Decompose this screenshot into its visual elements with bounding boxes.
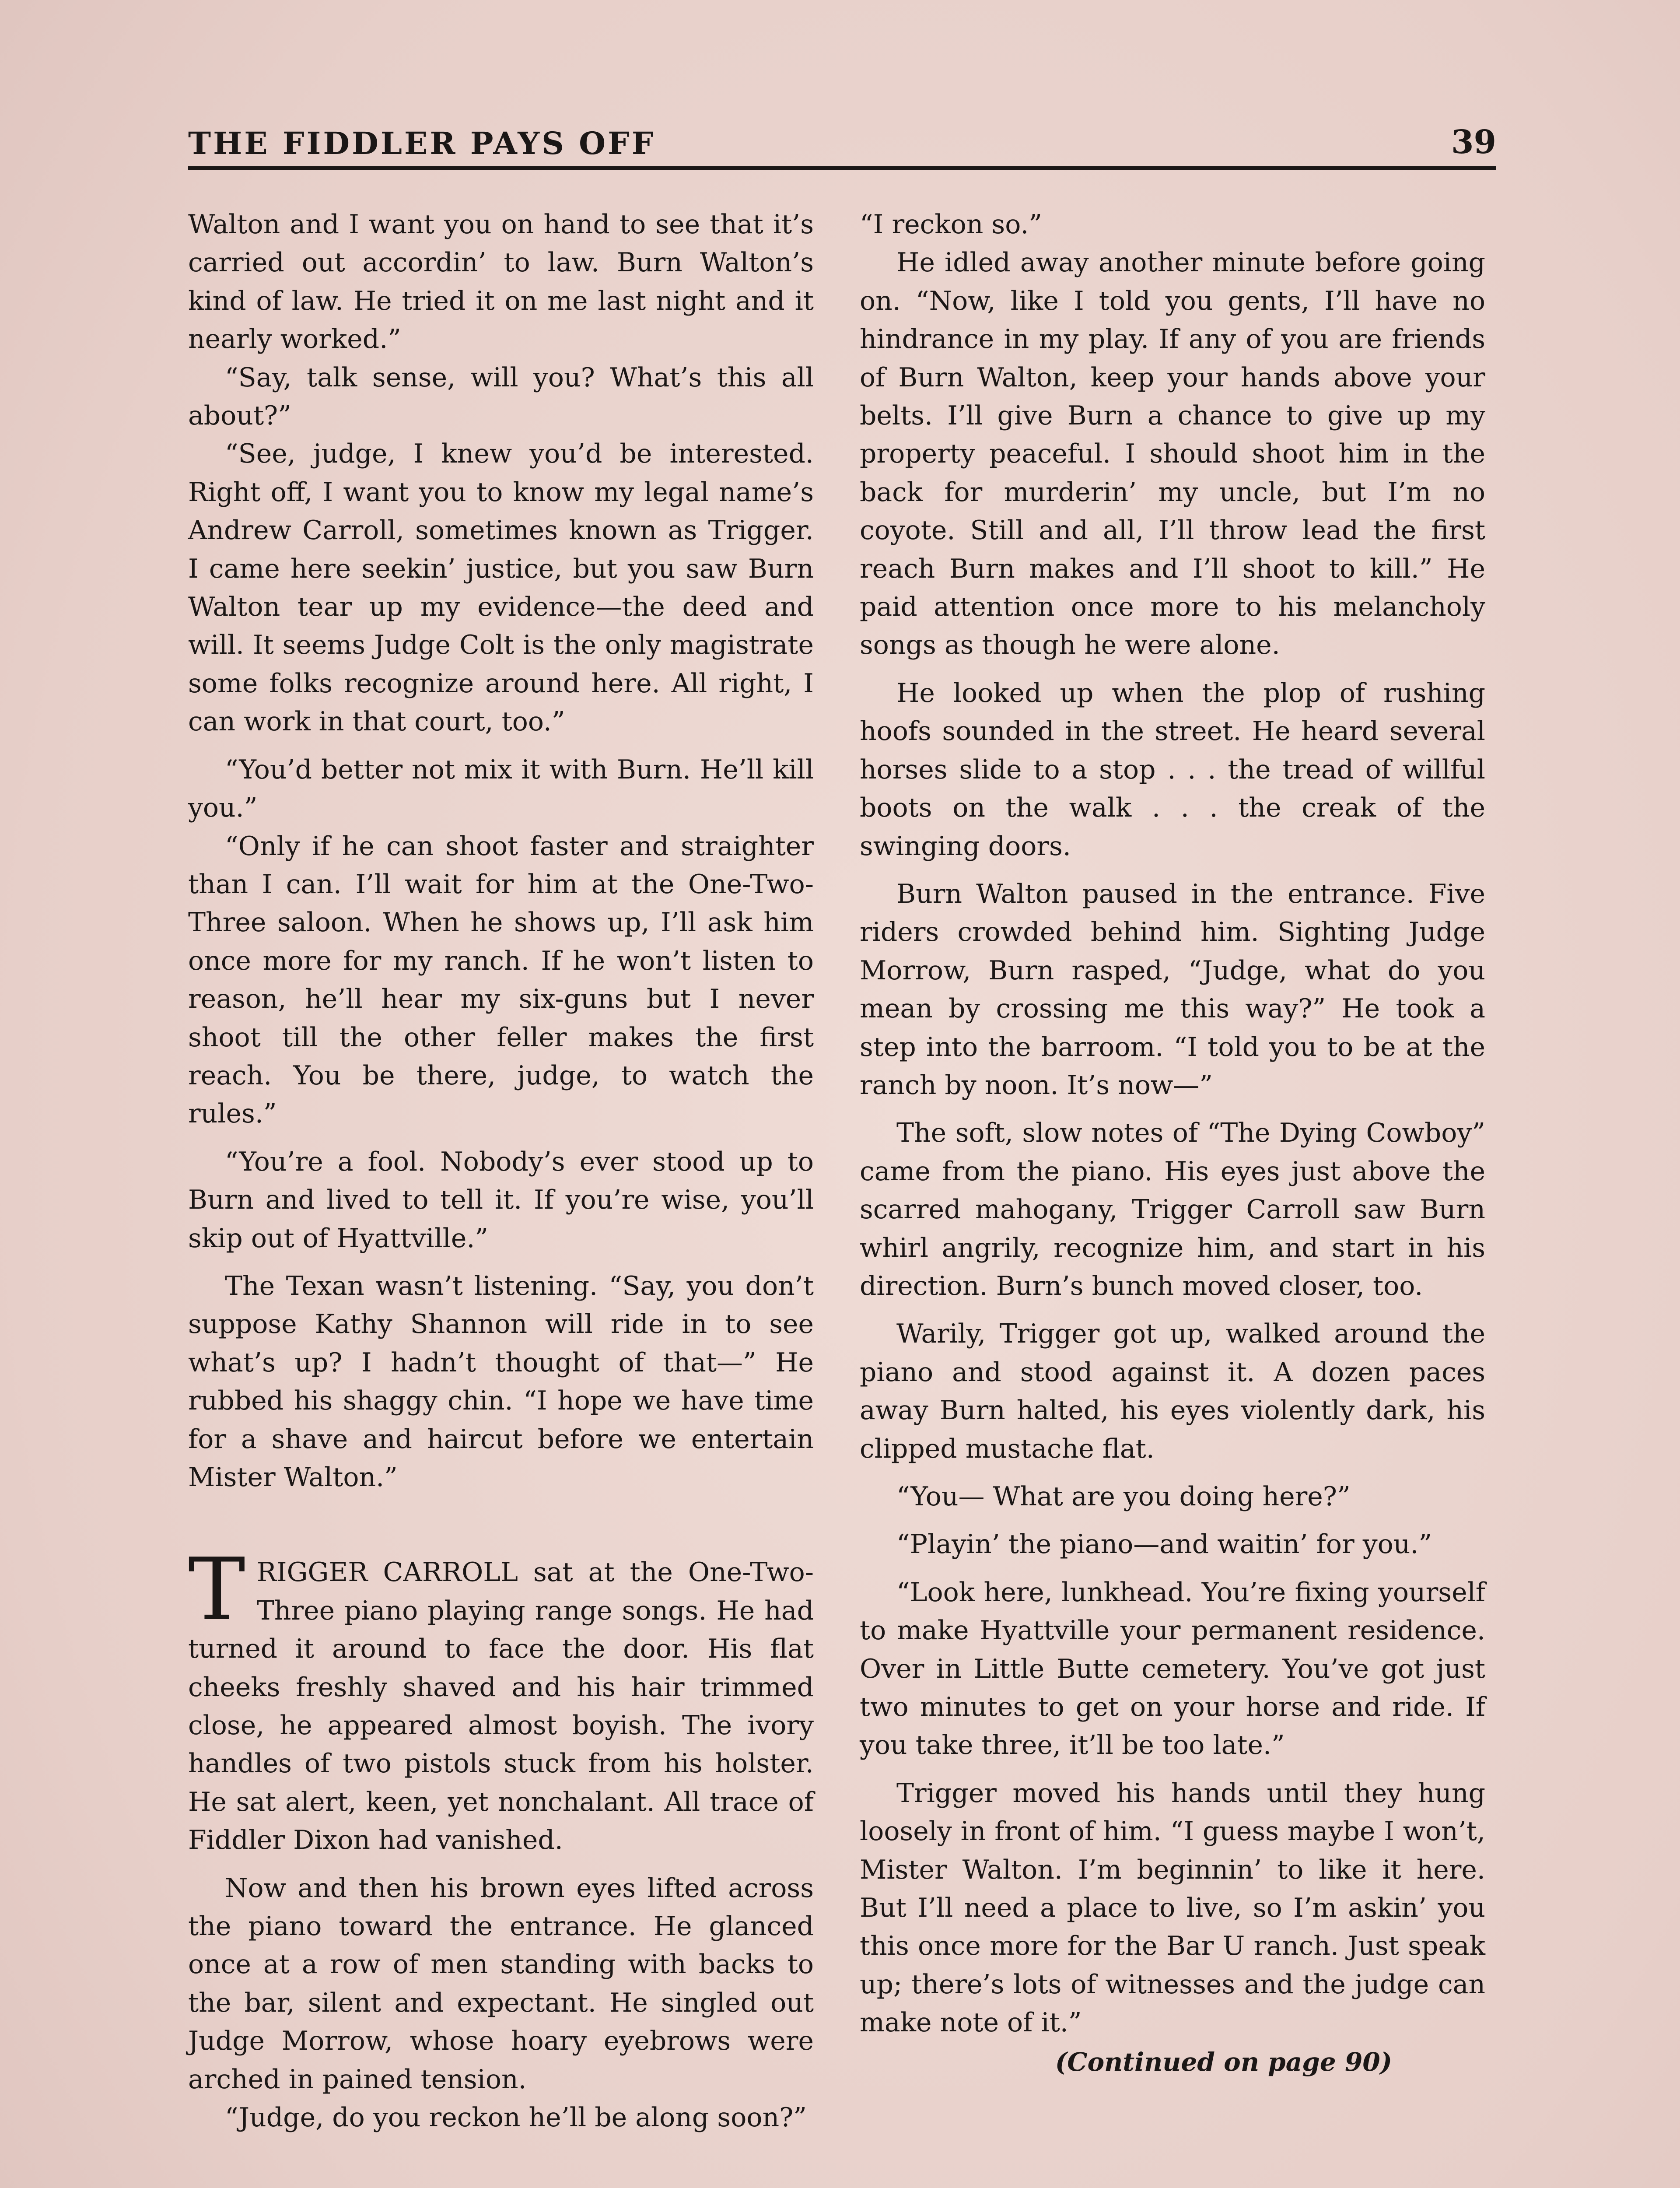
drop-cap: T bbox=[188, 1540, 245, 1640]
running-title: THE FIDDLER PAYS OFF bbox=[188, 125, 656, 161]
paragraph: “I reckon so.” bbox=[860, 209, 1043, 240]
paragraph: “You’re a fool. Nobody’s ever stood up to Burn and lived to tell it. If you’re wise, you’ll skip out of Hyattville.” bbox=[188, 1146, 814, 1254]
paragraph: “See, judge, I knew you’d be interested. Right off, I want you to know my legal name’s Andrew Carroll, sometimes known as Trigger. I came here seekin’ justice, but you saw Burn Walton tear up my evidence—the deed and will. It seems Judge Colt is the only magistrate some folks recognize around here. All right, I can work in that court, too.” bbox=[188, 438, 814, 737]
paragraph: Warily, Trigger got up, walked around the piano and stood against it. A dozen paces away Burn halted, his eyes violently dark, his clipped mustache flat. bbox=[860, 1318, 1485, 1464]
page-header bbox=[188, 118, 1496, 170]
paragraph: Burn Walton paused in the entrance. Five riders crowded behind him. Sighting Judge Morrow, Burn rasped, “Judge, what do you mean by crossing me this way?” He took a step into the barroom. “I told you to be at the ranch by noon. It’s now—” bbox=[860, 878, 1485, 1101]
paragraph: “Look here, lunkhead. You’re fixing yourself to make Hyattville your permanent residence. Over in Little Butte cemetery. You’ve got just two minutes to get on your horse and ride. If you take three, it’ll be too late.” bbox=[860, 1577, 1485, 1761]
left-column bbox=[188, 206, 814, 2137]
paragraph: The soft, slow notes of “The Dying Cowboy” came from the piano. His eyes just above the scarred mahogany, Trigger Carroll saw Burn whirl angrily, recognize him, and start in his direction. Burn’s bunch moved closer, too. bbox=[860, 1118, 1485, 1301]
paragraph: “You— What are you doing here?” bbox=[896, 1481, 1351, 1512]
right-column bbox=[860, 206, 1485, 2082]
paragraph: “Playin’ the piano—and waitin’ for you.” bbox=[896, 1529, 1432, 1560]
paragraph: Walton and I want you on hand to see that it’s carried out accordin’ to law. Burn Walton’s kind of law. He tried it on me last night and it nearly worked.” bbox=[188, 209, 814, 355]
paragraph: The Texan wasn’t listening. “Say, you don’t suppose Kathy Shannon will ride in to see what’s up? I hadn’t thought of that—” He rubbed his shaggy chin. “I hope we have time for a shave and haircut before we entertain Mister Walton.” bbox=[188, 1270, 814, 1493]
paragraph: “Say, talk sense, will you? What’s this all about?” bbox=[188, 362, 814, 431]
continued-note: (Continued on page 90) bbox=[1055, 2047, 1393, 2077]
section-opening-paragraph bbox=[188, 1540, 814, 1859]
paragraph: Trigger moved his hands until they hung loosely in front of him. “I guess maybe I won’t, Mister Walton. I’m beginnin’ to like it here. But I’ll need a place to live, so I’m askin’ you this once more for the Bar U ranch. Just speak up; there’s lots of witnesses and the judge can make note of it.” bbox=[860, 1778, 1485, 2038]
paragraph: He looked up when the plop of rushing hoofs sounded in the street. He heard several horses slide to a stop . . . the tread of willful boots on the walk . . . the creak of the swinging doors. bbox=[860, 677, 1485, 862]
section-opening-text: RIGGER CARROLL sat at the One-Two-Three piano playing range songs. He had turned it around to face the door. His flat cheeks freshly shaved and his hair trimmed close, he appeared almost boyish. The ivory handles of two pistols stuck from his holster. He sat alert, keen, yet nonchalant. All trace of Fiddler Dixon had vanished. bbox=[188, 1557, 814, 1856]
paragraph: “You’d better not mix it with Burn. He’ll kill you.” bbox=[188, 754, 814, 824]
paragraph: “Only if he can shoot faster and straighter than I can. I’ll wait for him at the One-Two-Three saloon. When he shows up, I’ll ask him once more for my ranch. If he won’t listen to reason, he’ll hear my six-guns but I never shoot till the other feller makes the first reach. You be there, judge, to watch the rules.” bbox=[188, 831, 814, 1129]
paragraph: He idled away another minute before going on. “Now, like I told you gents, I’ll have no hindrance in my play. If any of you are friends of Burn Walton, keep your hands above your belts. I’ll give Burn a chance to give up my property peaceful. I should shoot him in the back for murderin’ my uncle, but I’m no coyote. Still and all, I’ll throw lead the first reach Burn makes and I’ll shoot to kill.” He paid attention once more to his melancholy songs as though he were alone. bbox=[860, 247, 1485, 661]
paragraph: Now and then his brown eyes lifted across the piano toward the entrance. He glanced once at a row of men standing with backs to the bar, silent and expectant. He singled out Judge Morrow, whose hoary eyebrows were arched in pained tension. bbox=[188, 1872, 814, 2095]
paragraph: “Judge, do you reckon he’ll be along soon?” bbox=[225, 2102, 807, 2133]
page-number: 39 bbox=[1451, 123, 1496, 161]
